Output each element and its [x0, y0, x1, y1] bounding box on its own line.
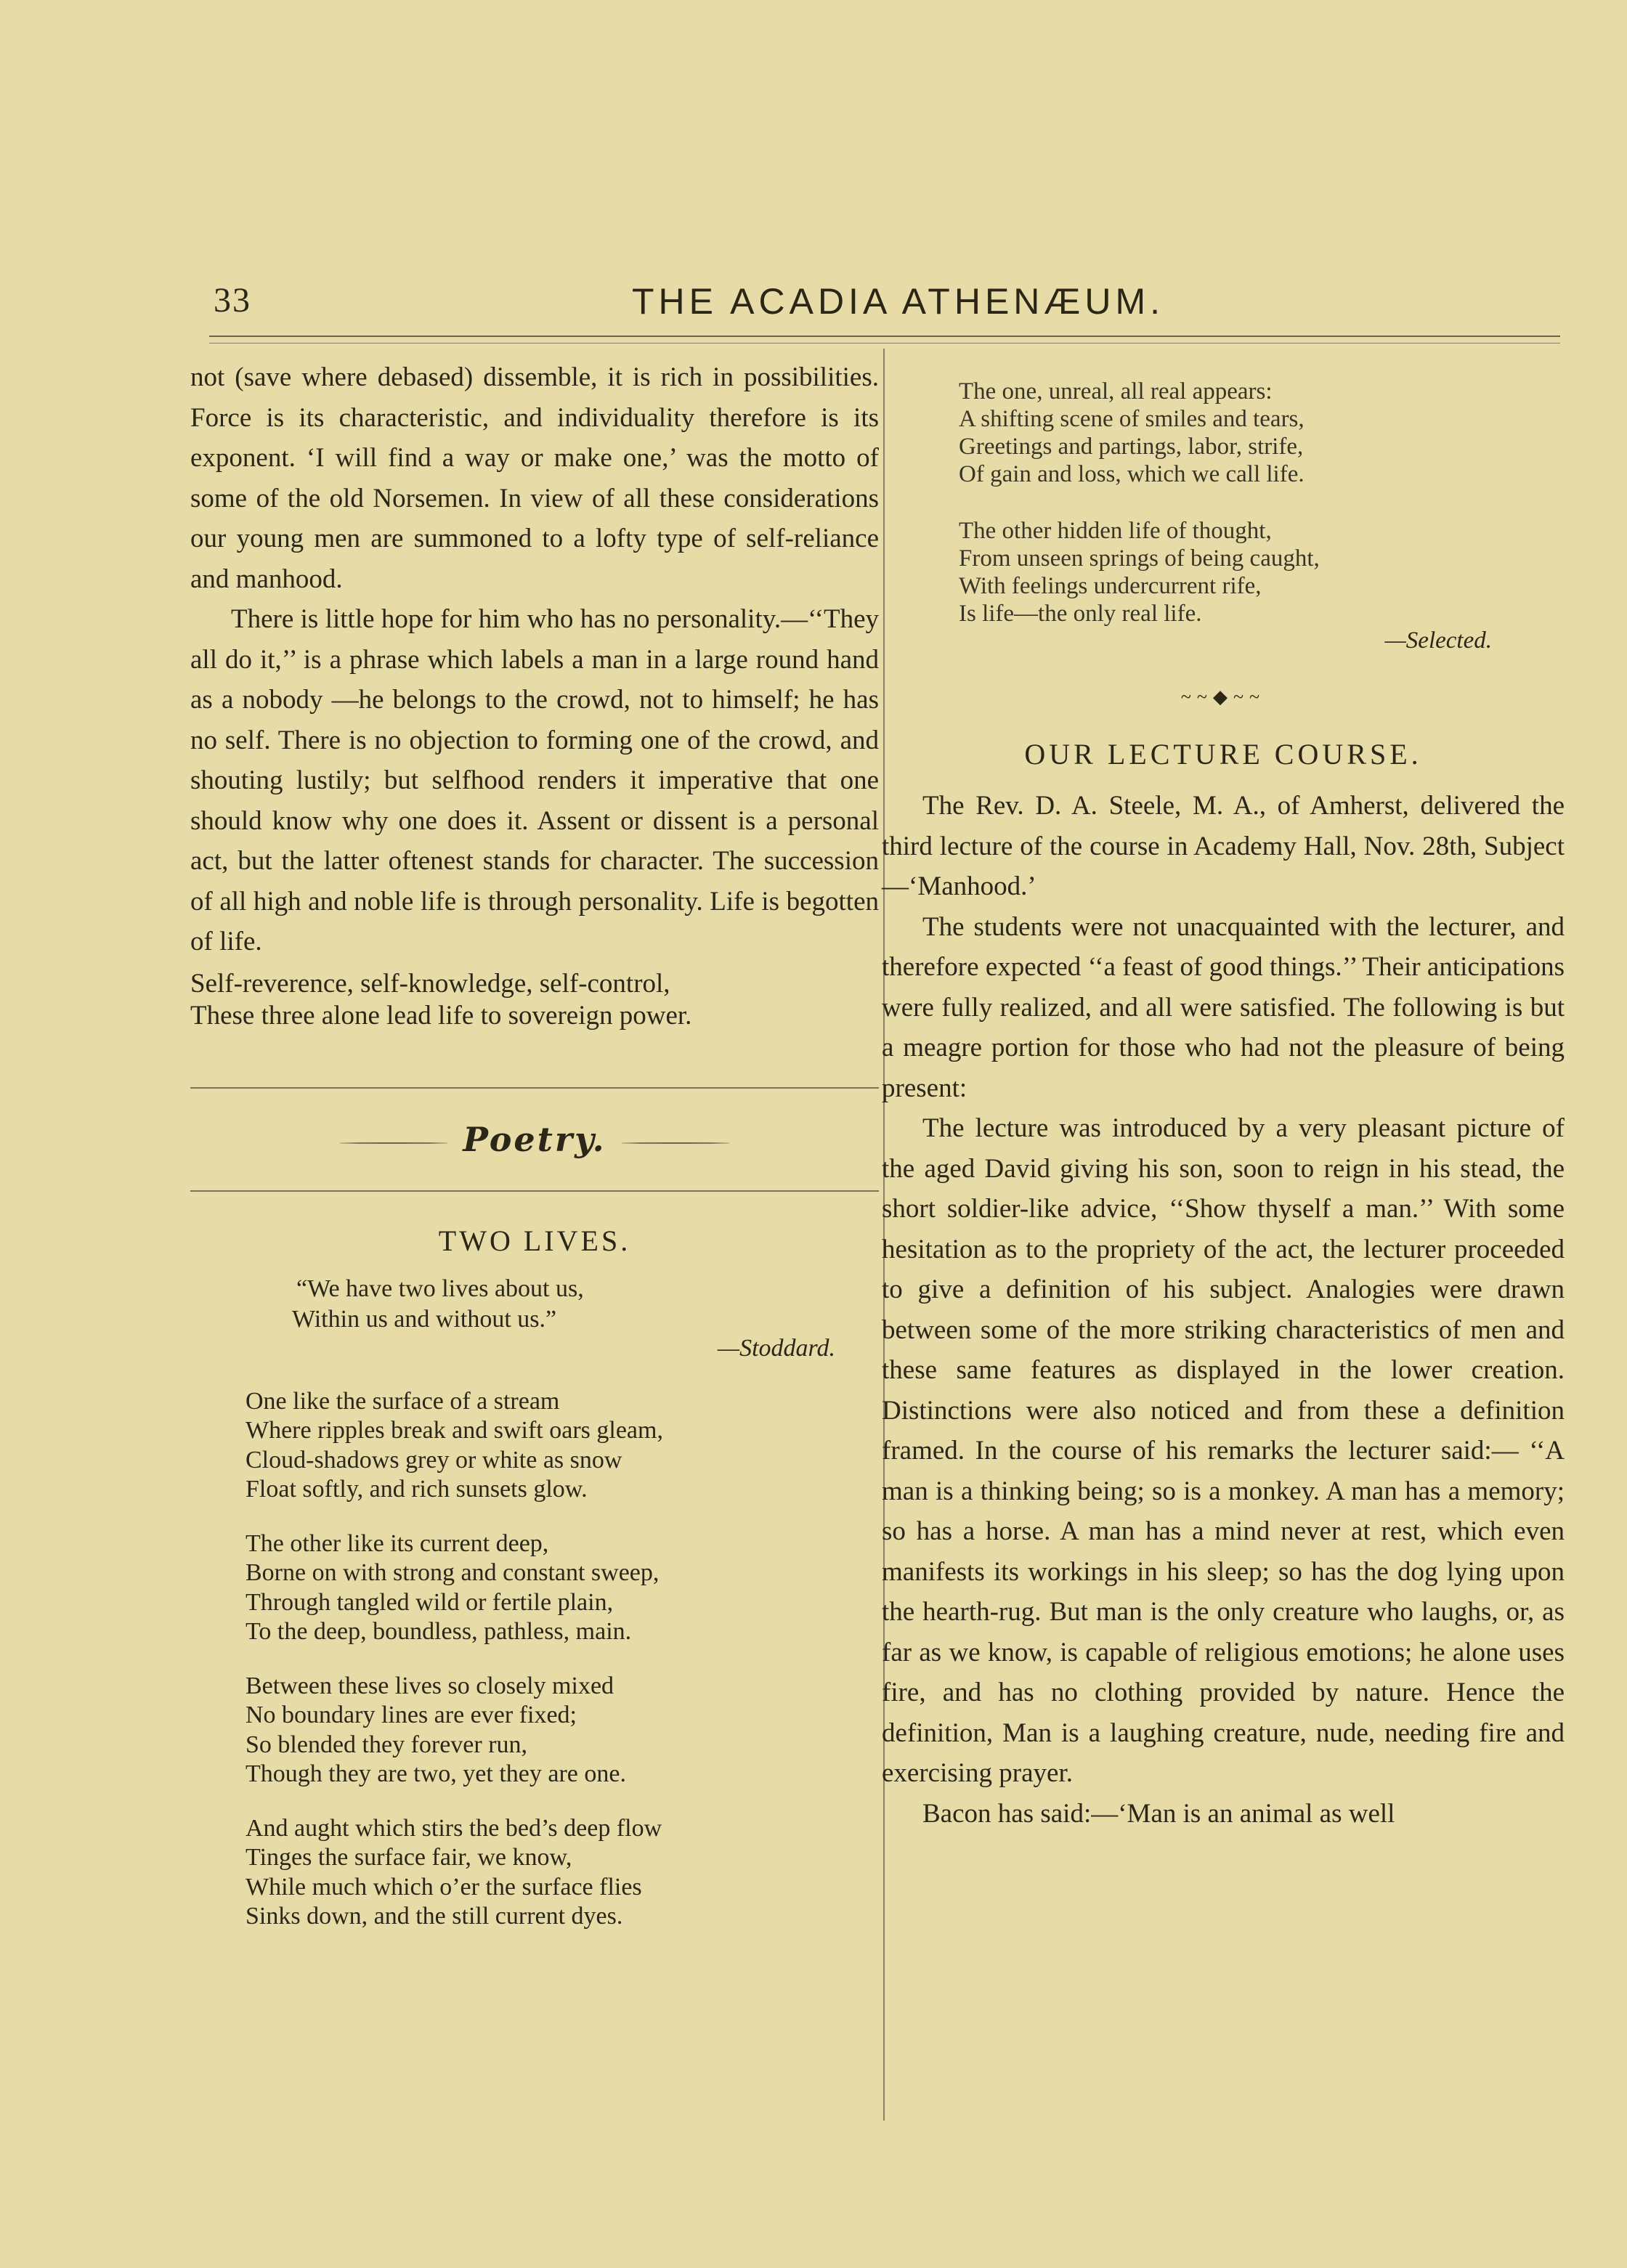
page-number: 33 — [214, 281, 251, 320]
epigraph-line: Within us and without us.” — [292, 1305, 557, 1333]
poem-line: From unseen springs of being caught, — [959, 545, 1320, 572]
quotation — [190, 968, 879, 1032]
ornament-divider-icon: ~~◆~~ — [1180, 686, 1266, 707]
poem-title: TWO LIVES. — [438, 1224, 631, 1257]
poem-line: Of gain and loss, which we call life. — [959, 461, 1305, 487]
poem-stanza — [246, 1814, 879, 1932]
poem-line: Though they are two, yet they are one. — [246, 1760, 626, 1787]
poem-line: No boundary lines are ever fixed; — [246, 1702, 577, 1728]
poem-line: Between these lives so closely mixed — [246, 1672, 614, 1699]
left-column — [190, 357, 879, 1932]
poem-line: So blended they forever run, — [246, 1731, 528, 1758]
poem-stanza — [246, 1672, 879, 1789]
poetry-heading-text: Poetry. — [463, 1119, 606, 1159]
poem-line: While much which o’er the surface flies — [246, 1873, 642, 1901]
article-title: OUR LECTURE COURSE. — [1024, 738, 1422, 771]
poem-line: Float softly, and rich sunsets glow. — [246, 1476, 588, 1503]
poem-line: One like the surface of a stream — [246, 1387, 560, 1415]
poem-stanza — [246, 1387, 879, 1505]
poetry-heading — [190, 1089, 879, 1190]
poem-attribution: —Selected. — [1384, 627, 1492, 654]
header-rule-thin — [209, 343, 1560, 344]
epigraph-author: —Stoddard. — [717, 1334, 835, 1362]
poem-line: With feelings undercurrent rife, — [959, 573, 1262, 599]
right-column — [882, 363, 1565, 1834]
poem-line: Greetings and partings, labor, strife, — [959, 434, 1304, 460]
poem-line: The other hidden life of thought, — [959, 518, 1272, 544]
poem-line: To the deep, boundless, pathless, main. — [246, 1618, 632, 1645]
poem-line: Through tangled wild or fertile plain, — [246, 1588, 614, 1616]
epigraph — [292, 1274, 879, 1335]
article-paragraph: not (save where debased) dissemble, it is rich in possibilities. Force is its characteristic, and individuality therefore is its exponent. ‘I will find a way or make one,’ was the motto of some of the old Norsemen. In view of all these considerations our young men are summoned to a lofty type of self-reliance and manhood. — [190, 362, 879, 594]
poem-stanza — [959, 378, 1565, 488]
poem-stanza — [959, 517, 1565, 627]
article-paragraph: The lecture was introduced by a very pleasant picture of the aged David giving his son, soon to reign in his stead, the short soldier-like advice, ‘‘Show thyself a man.’’ With some hesitation as to the propriety of the act, the lecturer proceeded to give a definition of his subject. Analogies were drawn between some of the more striking characteristics of men and these same features as displayed in the lower creation. Distinctions were also noticed and from these a definition framed. In the course of his remarks the lecturer said:— ‘‘A man is a thinking being; so is a monkey. A man has a memory; so has a horse. A man has a mind never at rest, which even manifests its workings in his sleep; so has the dog lying upon the hearth-rug. But man is the only creature who laughs, or, as far as we know, is capable of religious emotions; he alone uses fire, and has no clothing provided by nature. Hence the definition, Man is a laughing creature, nude, needing fire and exercising prayer. — [882, 1113, 1565, 1788]
poem-line: Cloud-shadows grey or white as snow — [246, 1446, 622, 1474]
flourish-right-icon — [621, 1142, 730, 1144]
flourish-left-icon — [339, 1142, 448, 1144]
poem-line: And aught which stirs the bed’s deep flow — [246, 1814, 662, 1842]
poem-line: Is life—the only real life. — [959, 601, 1202, 627]
publication-title: THE ACADIA ATHENÆUM. — [632, 281, 1165, 322]
poem-line: Borne on with strong and constant sweep, — [246, 1559, 660, 1586]
article-paragraph: The students were not unacquainted with the lecturer, and therefore expected ‘‘a feast of good things.’’ Their anticipations were fully realized, and all were satisfied. The following is but a meagre portion for those who had not the pleasure of being present: — [882, 911, 1565, 1103]
poem-line: The other like its current deep, — [246, 1529, 549, 1557]
header-rule — [209, 336, 1560, 337]
poem-line: Tinges the surface fair, we know, — [246, 1844, 572, 1871]
poem-line: Sinks down, and the still current dyes. — [246, 1903, 623, 1930]
poem-line: The one, unreal, all real appears: — [959, 378, 1273, 405]
poem-stanza — [246, 1529, 879, 1647]
article-paragraph: The Rev. D. A. Steele, M. A., of Amherst, delivered the third lecture of the course in Academy Hall, Nov. 28th, Subject—‘Manhood.’ — [882, 791, 1565, 901]
quote-line: These three alone lead life to sovereign power. — [190, 1000, 692, 1031]
poem-line: A shifting scene of smiles and tears, — [959, 406, 1305, 432]
epigraph-line: “We have two lives about us, — [296, 1275, 584, 1302]
article-paragraph: Bacon has said:—‘Man is an animal as well — [922, 1798, 1395, 1829]
quote-line: Self-reverence, self-knowledge, self-control, — [190, 968, 670, 999]
poem-line: Where ripples break and swift oars gleam, — [246, 1417, 663, 1444]
article-paragraph: There is little hope for him who has no personality.—‘‘They all do it,’’ is a phrase which labels a man in a large round hand as a nobody —he belongs to the crowd, not to himself; he has no self. There is no objection to forming one of the crowd, and shouting lustily; but selfhood renders it imperative that one should know why one does it. Assent or dissent is a personal act, but the latter oftenest stands for character. The succession of all high and noble life is through personality. Life is begotten of life. — [190, 604, 879, 956]
